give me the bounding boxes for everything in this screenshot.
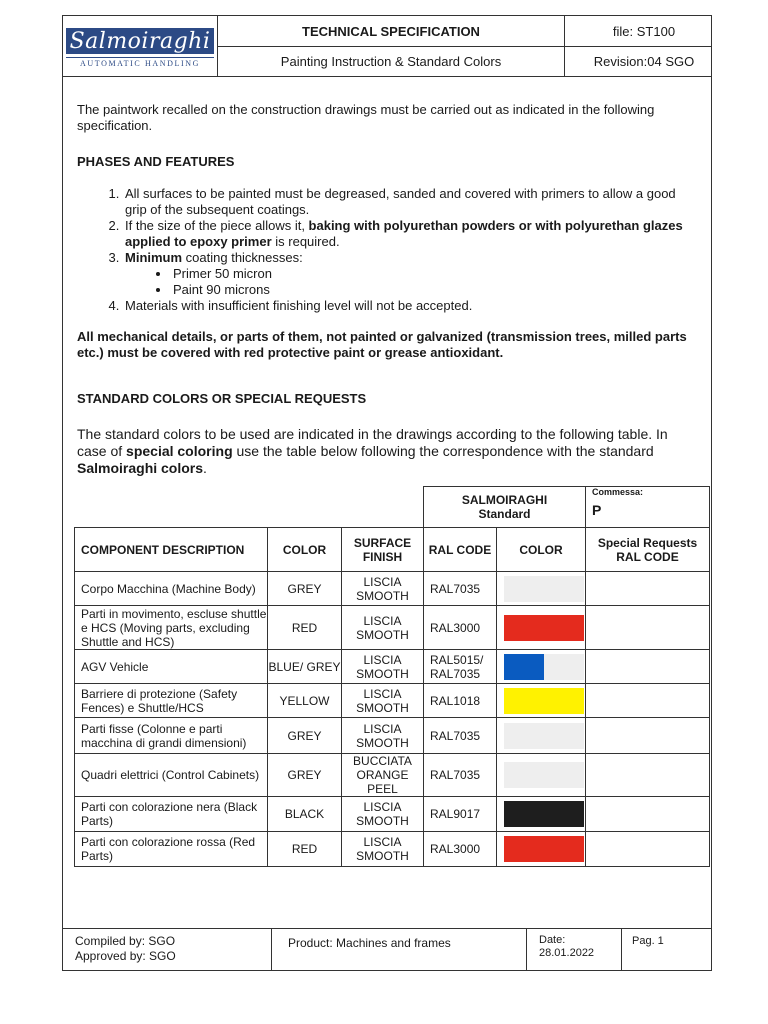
table-row — [75, 650, 710, 684]
row-ral: RAL7035 — [424, 718, 497, 754]
color-swatch-split — [504, 654, 584, 680]
color-swatch — [504, 762, 584, 788]
table-row — [75, 684, 710, 718]
color-swatch — [504, 576, 584, 602]
date-value: 28.01.2022 — [539, 947, 595, 959]
row-special — [586, 754, 710, 797]
company-logo: Salmoiraghi — [66, 28, 214, 54]
list-item-text: If the size of the piece allows it, — [125, 218, 309, 233]
revision: Revision:04 SGO — [564, 46, 712, 77]
row-ral: RAL1018 — [424, 684, 497, 718]
row-swatch-cell — [497, 797, 586, 832]
row-finish: BUCCIATA ORANGE PEEL — [342, 754, 424, 797]
row-description: Parti in movimento, escluse shuttle e HCS (Moving parts, excluding Shuttle and HCS) — [75, 606, 268, 650]
table-row — [75, 797, 710, 832]
bullet-item: • Paint 90 microns — [171, 282, 697, 298]
document-footer — [62, 928, 712, 971]
para-text: The standard colors to be used are indicated in the drawings according to the following table. In case of — [77, 426, 668, 459]
logo-subtitle: AUTOMATIC HANDLING — [66, 57, 214, 68]
date-label: Date: — [539, 934, 566, 946]
row-ral: RAL7035 — [424, 754, 497, 797]
row-color: GREY — [268, 572, 342, 606]
row-swatch-cell — [497, 572, 586, 606]
row-description: Barriere di protezione (Safety Fences) e Shuttle/HCS — [75, 684, 268, 718]
logo-cell — [62, 15, 218, 77]
footer-product: Product: Machines and frames — [271, 928, 527, 971]
table-row — [75, 606, 710, 650]
row-color: BLUE/ GREY — [268, 650, 342, 684]
row-finish: LISCIA SMOOTH — [342, 606, 424, 650]
header-finish: SURFACE FINISH — [342, 528, 424, 572]
row-swatch-cell — [497, 650, 586, 684]
para-text: use the table below following the correspondence with the standard — [232, 443, 654, 459]
row-color: RED — [268, 832, 342, 867]
list-item-text: coating thicknesses: — [182, 250, 303, 265]
table-spacer — [75, 487, 424, 528]
standard-heading: STANDARD COLORS OR SPECIAL REQUESTS — [77, 391, 367, 406]
colors-table — [74, 486, 710, 867]
mechanical-note: All mechanical details, or parts of them, not painted or galvanized (transmission trees, milled parts etc.) must be covered with red protective paint or grease antioxidant. — [77, 329, 687, 360]
approved-by: Approved by: SGO — [75, 949, 176, 963]
row-description: Parti fisse (Colonne e parti macchina di grandi dimensioni) — [75, 718, 268, 754]
row-color: BLACK — [268, 797, 342, 832]
body-content — [77, 102, 697, 477]
row-swatch-cell — [497, 718, 586, 754]
standard-paragraph — [77, 426, 697, 477]
row-finish: LISCIA SMOOTH — [342, 650, 424, 684]
list-item — [123, 186, 697, 218]
commessa-value: P — [592, 502, 602, 518]
row-ral: RAL3000 — [424, 832, 497, 867]
bullet-item: • Primer 50 micron — [171, 266, 697, 282]
row-special — [586, 832, 710, 867]
row-swatch-cell — [497, 832, 586, 867]
list-item — [123, 298, 697, 314]
row-description: Corpo Macchina (Machine Body) — [75, 572, 268, 606]
color-swatch — [504, 615, 584, 641]
color-swatch — [504, 654, 544, 680]
phases-list — [77, 186, 697, 314]
row-color: RED — [268, 606, 342, 650]
row-color: YELLOW — [268, 684, 342, 718]
footer-date — [526, 928, 622, 971]
table-row — [75, 572, 710, 606]
para-bold: Salmoiraghi colors — [77, 460, 204, 476]
row-ral: RAL7035 — [424, 572, 497, 606]
row-special — [586, 572, 710, 606]
compiled-by: Compiled by: SGO — [75, 934, 176, 948]
row-description: Parti con colorazione rossa (Red Parts) — [75, 832, 268, 867]
color-swatch — [504, 801, 584, 827]
table-row — [75, 754, 710, 797]
commessa-label: Commessa: — [592, 487, 644, 497]
list-item-text: Materials with insufficient finishing level will not be accepted. — [125, 298, 473, 313]
footer-authors — [62, 928, 272, 971]
color-swatch — [504, 836, 584, 862]
para-text: . — [203, 460, 207, 476]
table-header-row — [75, 528, 710, 572]
commessa-cell — [586, 487, 710, 528]
para-bold: special coloring — [126, 443, 233, 459]
document-header — [62, 15, 712, 77]
row-swatch-cell — [497, 754, 586, 797]
list-item — [123, 218, 697, 250]
list-item-text: is required. — [271, 234, 340, 249]
row-description: AGV Vehicle — [75, 650, 268, 684]
header-swatch: COLOR — [497, 528, 586, 572]
row-ral: RAL3000 — [424, 606, 497, 650]
row-finish: LISCIA SMOOTH — [342, 684, 424, 718]
row-special — [586, 684, 710, 718]
row-swatch-cell — [497, 684, 586, 718]
phases-heading: PHASES AND FEATURES — [77, 154, 235, 169]
document-subtitle: Painting Instruction & Standard Colors — [217, 46, 565, 77]
row-special — [586, 718, 710, 754]
file-code: file: ST100 — [564, 15, 712, 47]
header-ral: RAL CODE — [424, 528, 497, 572]
color-swatch — [504, 688, 584, 714]
row-special — [586, 606, 710, 650]
row-ral: RAL9017 — [424, 797, 497, 832]
footer-page: Pag. 1 — [621, 928, 712, 971]
list-item-bold: baking with polyurethan powders or with polyurethan glazes applied to epoxy primer — [125, 218, 683, 249]
table-row — [75, 718, 710, 754]
header-color: COLOR — [268, 528, 342, 572]
list-item — [123, 250, 697, 298]
row-color: GREY — [268, 754, 342, 797]
row-finish: LISCIA SMOOTH — [342, 572, 424, 606]
color-swatch — [504, 723, 584, 749]
table-row — [75, 832, 710, 867]
thickness-list — [125, 266, 697, 298]
row-special — [586, 650, 710, 684]
row-swatch-cell — [497, 606, 586, 650]
row-description: Parti con colorazione nera (Black Parts) — [75, 797, 268, 832]
row-color: GREY — [268, 718, 342, 754]
intro-paragraph: The paintwork recalled on the construction drawings must be carried out as indicated in the following specification. — [77, 102, 655, 133]
header-component: COMPONENT DESCRIPTION — [75, 528, 268, 572]
row-description: Quadri elettrici (Control Cabinets) — [75, 754, 268, 797]
list-item-bold: Minimum — [125, 250, 183, 265]
header-special: Special Requests RAL CODE — [586, 528, 710, 572]
row-finish: LISCIA SMOOTH — [342, 718, 424, 754]
salmoiraghi-standard-header: SALMOIRAGHI Standard — [424, 487, 586, 528]
color-swatch — [544, 654, 584, 680]
row-finish: LISCIA SMOOTH — [342, 832, 424, 867]
row-finish: LISCIA SMOOTH — [342, 797, 424, 832]
document-title: TECHNICAL SPECIFICATION — [217, 15, 565, 47]
row-special — [586, 797, 710, 832]
list-item-text: All surfaces to be painted must be degreased, sanded and covered with primers to allow a good grip of the subsequent coatings. — [125, 186, 676, 217]
row-ral: RAL5015/ RAL7035 — [424, 650, 497, 684]
